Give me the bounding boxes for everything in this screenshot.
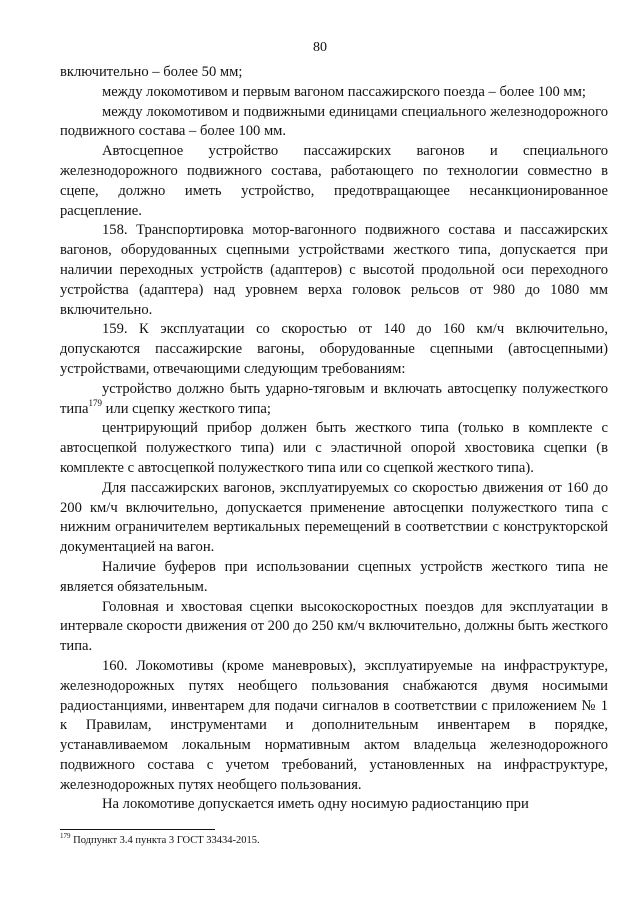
paragraph: 158. Транспортировка мотор-вагонного подвижного состава и пассажирских вагонов, оборудованных сцепными устройствами жесткого типа, допускается при наличии переходных устройств (адаптеров) с высотой продольной оси переходного устройства (адаптера) над уровнем верха головок рельсов от 980 до 1080 мм включительно.: [60, 222, 608, 318]
paragraph: 159. К эксплуатации со скоростью от 140 до 160 км/ч включительно, допускаются пассажирские вагоны, оборудованные сцепными (автосцепными) устройствами, отвечающими следующим требованиям:: [60, 321, 608, 377]
paragraph-with-footnote-ref: [60, 380, 608, 420]
footnote-ref: 179: [88, 397, 102, 408]
paragraph-text: или сцепку жесткого типа;: [101, 400, 271, 417]
paragraph: Автосцепное устройство пассажирских вагонов и специального железнодорожного подвижного состава, работающего по технологии совместно в сцепе, должно иметь устройство, предотвращающее несанкционированное расцепление.: [60, 143, 608, 219]
footnote: [60, 831, 608, 848]
paragraph: между локомотивом и подвижными единицами специального железнодорожного подвижного состава – более 100 мм.: [60, 103, 608, 140]
paragraph: центрирующий прибор должен быть жесткого типа (только в комплекте с автосцепкой полужесткого типа) или с эластичной опорой хвостовика сцепки (в комплекте с автосцепкой полужесткого типа или со сцепкой жесткого типа).: [60, 420, 608, 476]
paragraph-text: устройство должно быть ударно-тяговым и включать автосцепку полужесткого типа: [60, 380, 608, 417]
footnote-rule: [60, 829, 215, 830]
paragraph: 160. Локомотивы (кроме маневровых), эксплуатируемые на инфраструктуре, железнодорожных путях необщего пользования снабжаются двумя носимыми радиостанциями, инвентарем для подачи сигналов в соответствии с приложением № 1 к Правилам, инструментами и дополнительным инвентарем в порядке, устанавливаемом локальным нормативным актом владельца железнодорожного подвижного состава с учетом требований, установленных на инфраструктуре, железнодорожных путях необщего пользования.: [60, 657, 608, 793]
page-number: 80: [313, 40, 327, 55]
paragraph: Наличие буферов при использовании сцепных устройств жесткого типа не является обязательным.: [60, 558, 608, 595]
body-text: [60, 63, 608, 815]
footnote-marker: 179: [60, 831, 71, 840]
paragraph: Для пассажирских вагонов, эксплуатируемых со скоростью движения от 160 до 200 км/ч включительно, допускается применение автосцепки полужесткого типа с нижним ограничителем вертикальных перемещений в соответствии с конструкторской документацией на вагон.: [60, 479, 608, 556]
paragraph: Головная и хвостовая сцепки высокоскоростных поездов для эксплуатации в интервале скорости движения от 200 до 250 км/ч включительно, должны быть жесткого типа.: [60, 598, 608, 655]
paragraph: На локомотиве допускается иметь одну носимую радиостанцию при: [102, 796, 529, 813]
paragraph: между локомотивом и первым вагоном пассажирского поезда – более 100 мм;: [102, 83, 586, 100]
paragraph: включительно – более 50 мм;: [60, 64, 243, 80]
footnote-text: Подпункт 3.4 пункта 3 ГОСТ 33434-2015.: [70, 835, 260, 846]
